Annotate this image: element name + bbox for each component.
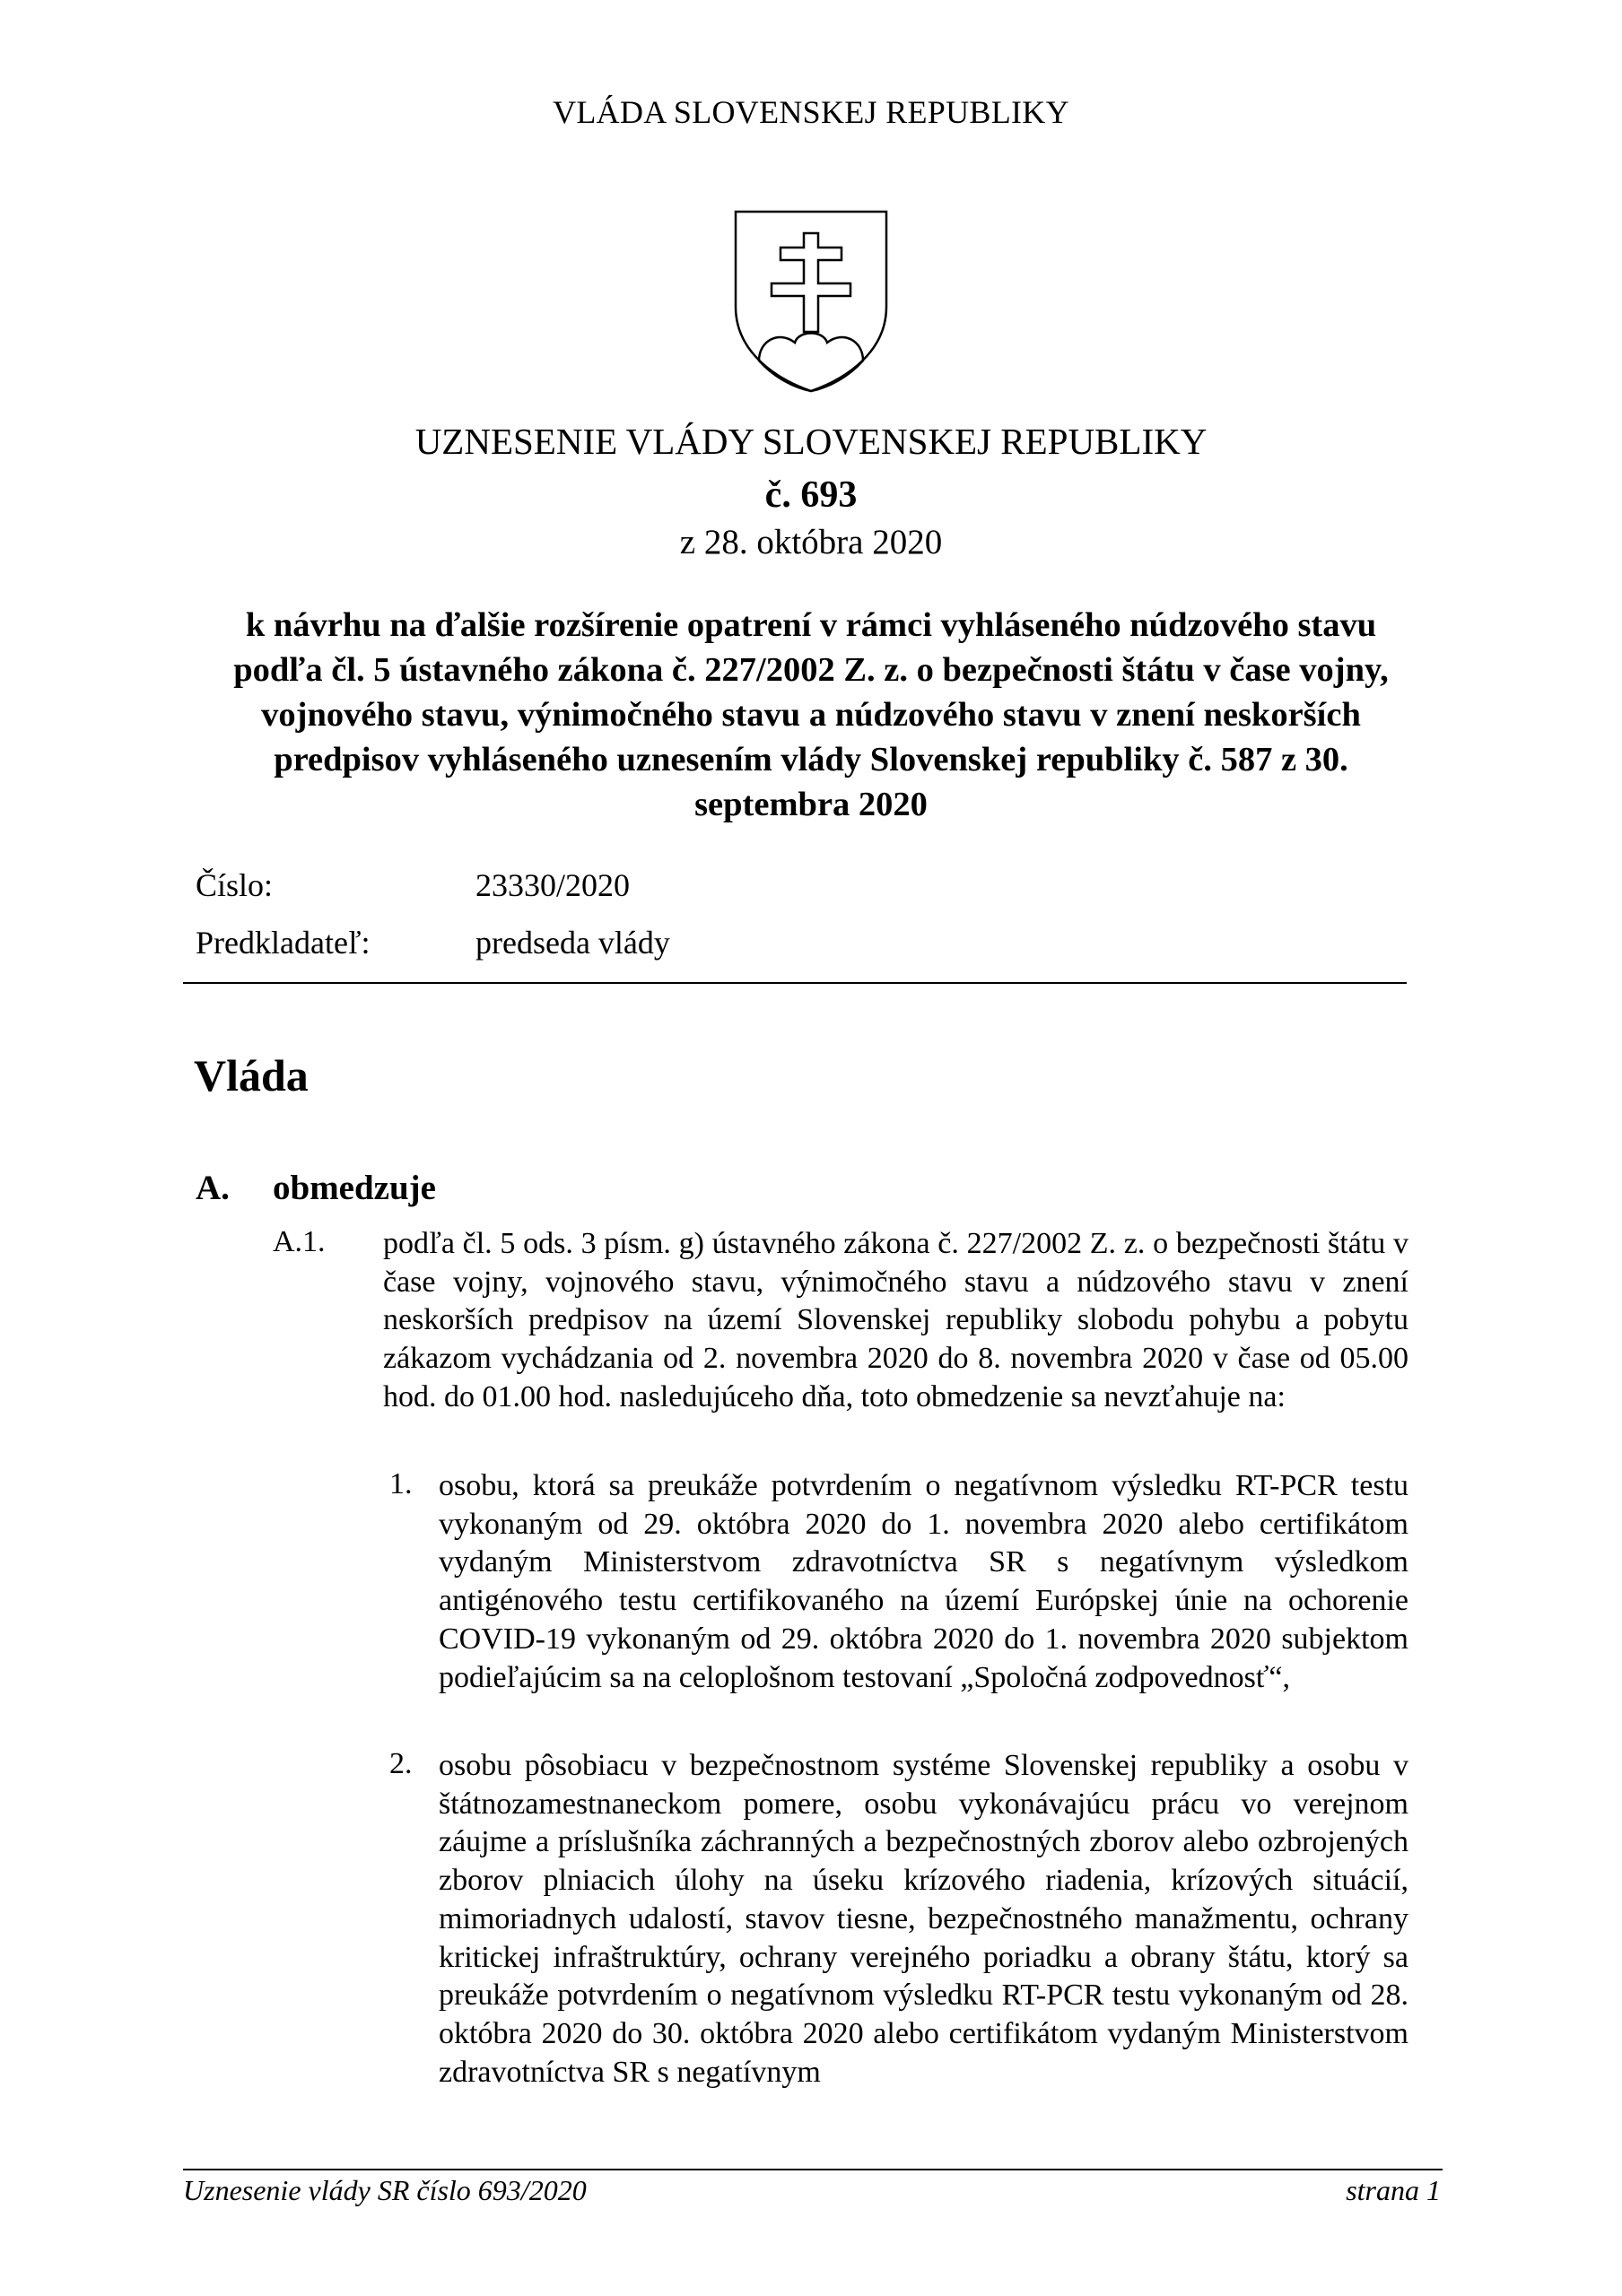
meta-submitter-row xyxy=(196,924,670,961)
resolution-date: z 28. októbra 2020 xyxy=(679,523,943,561)
government-header: VLÁDA SLOVENSKEJ REPUBLIKY xyxy=(553,94,1069,130)
footer-document-name: Uznesenie vlády SR číslo 693/2020 xyxy=(183,2174,587,2206)
subitem-1-text: osobu, ktorá sa preukáže potvrdením o negatívnom výsledku RT-PCR testu vykonaným od 29. októbra 2020 do 1. novembra 2020 alebo certifikátom vydaným Ministerstvom zdravotníctva SR s negatívnym výsledkom antigénového testu certifikovaného na území Európskej únie na ochorenie COVID-19 vykonaným od 29. októbra 2020 do 1. novembra 2020 subjektom podieľajúcim sa na celoplošnom testovaní „Spoločná zodpovednosť“, xyxy=(439,1469,1408,1694)
item-a1-number: A.1. xyxy=(273,1225,326,1258)
number-label: Číslo: xyxy=(196,867,274,903)
item-a1-text: podľa čl. 5 ods. 3 písm. g) ústavného zákona č. 227/2002 Z. z. o bezpečnosti štátu v čase vojny, vojnového stavu, výnimočného stavu a núdzového stavu v znení neskorších predpisov na území Slovenskej republiky slobodu pohybu a pobytu zákazom vychádzania od 2. novembra 2020 do 8. novembra 2020 v čase od 05.00 hod. do 01.00 hod. nasledujúceho dňa, toto obmedzenie sa nevzťahuje na: xyxy=(383,1227,1408,1413)
subitem-2-text: osobu pôsobiacu v bezpečnostnom systéme Slovenskej republiky a osobu v štátnozamestnaneckom pomere, osobu vykonávajúcu prácu vo verejnom záujme a príslušníka záchranných a bezpečnostných zborov alebo ozbrojených zborov plniacich úlohy na úseku krízového riadenia, krízových situácií, mimoriadnych udalostí, stavov tiesne, bezpečnostného manažmentu, ochrany kritickej infraštruktúry, ochrany verejného poriadku a obrany štátu, ktorý sa preukáže potvrdením o negatívnom výsledku RT-PCR testu vykonaným od 28. októbra 2020 do 30. októbra 2020 alebo certifikátom vydaným Ministerstvom zdravotníctva SR s negatívnym xyxy=(439,1749,1408,2089)
submitter-value: predseda vlády xyxy=(475,925,670,961)
body-heading: Vláda xyxy=(194,1050,309,1100)
footer-divider xyxy=(183,2169,1443,2170)
subitem-1-number: 1. xyxy=(389,1467,413,1500)
header-divider xyxy=(183,982,1407,984)
meta-number-row xyxy=(196,866,630,904)
resolution-title: UZNESENIE VLÁDY SLOVENSKEJ REPUBLIKY xyxy=(414,421,1208,462)
section-a-letter: A. xyxy=(196,1169,230,1207)
subitem-2-number: 2. xyxy=(389,1747,413,1780)
resolution-number: č. 693 xyxy=(764,474,858,516)
coat-of-arms-icon xyxy=(732,208,890,395)
resolution-subject: k návrhu na ďalšie rozšírenie opatrení v rámci vyhláseného núdzového stavu podľa čl. 5 ústavného zákona č. 227/2002 Z. z. o bezpečnosti štátu v čase vojny, vojnového stavu, výnimočného stavu a núdzového stavu v znení neskorších predpisov vyhláseného uznesením vlády Slovenskej republiky č. 587 z 30. septembra 2020 xyxy=(233,606,1389,823)
section-a-verb: obmedzuje xyxy=(273,1169,436,1207)
footer-page-number: strana 1 xyxy=(1346,2174,1441,2206)
number-value: 23330/2020 xyxy=(475,867,631,903)
submitter-label: Predkladateľ: xyxy=(196,925,371,961)
